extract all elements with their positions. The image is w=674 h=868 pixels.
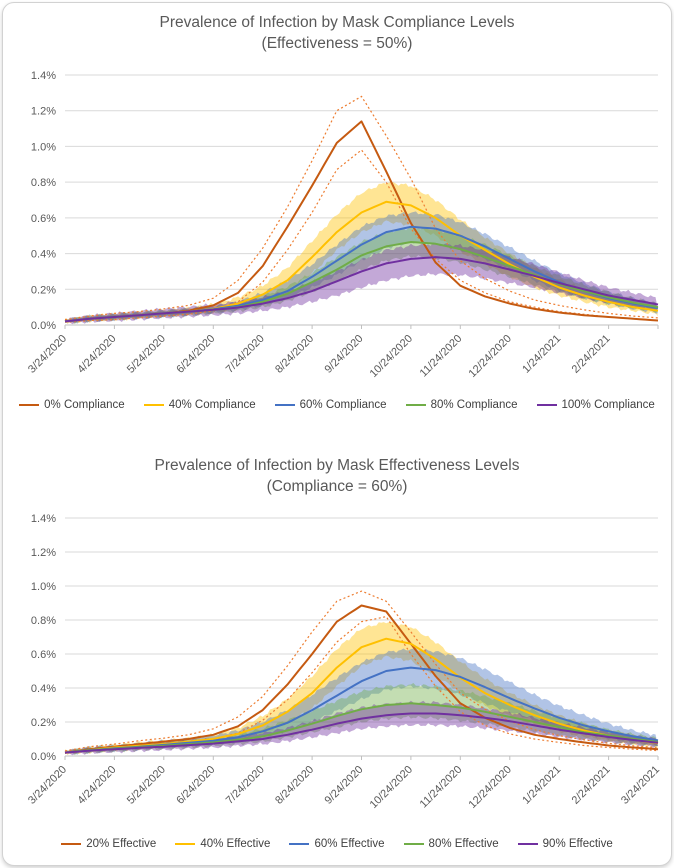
svg-text:4/24/2020: 4/24/2020 [75, 332, 119, 376]
svg-text:0.8%: 0.8% [30, 615, 56, 627]
svg-text:11/24/2020: 11/24/2020 [417, 332, 465, 380]
legend-label: 20% Effective [86, 838, 157, 850]
legend-item [404, 838, 499, 850]
compliance-chart-title-line2: (Effectiveness = 50%) [261, 35, 413, 52]
effectiveness-chart-plot-area [3, 504, 672, 834]
svg-text:10/24/2020: 10/24/2020 [367, 332, 416, 381]
compliance-chart-legend [3, 399, 671, 411]
svg-text:12/24/2020: 12/24/2020 [466, 763, 514, 812]
svg-text:12/24/2020: 12/24/2020 [466, 332, 514, 381]
svg-text:9/24/2020: 9/24/2020 [322, 763, 366, 807]
svg-text:0.8%: 0.8% [30, 177, 56, 190]
legend-line-swatch [175, 843, 195, 845]
legend-line-swatch [406, 404, 426, 406]
svg-text:0.4%: 0.4% [30, 683, 56, 695]
effectiveness-chart-title-line2: (Compliance = 60%) [266, 478, 408, 495]
svg-text:1.0%: 1.0% [30, 581, 56, 593]
svg-text:10/24/2020: 10/24/2020 [367, 763, 416, 812]
svg-text:5/24/2020: 5/24/2020 [124, 763, 168, 807]
svg-text:6/24/2020: 6/24/2020 [174, 763, 218, 807]
svg-text:7/24/2020: 7/24/2020 [223, 763, 267, 807]
svg-text:0.2%: 0.2% [30, 717, 56, 729]
svg-text:1.0%: 1.0% [30, 141, 56, 154]
svg-text:8/24/2020: 8/24/2020 [273, 332, 317, 376]
x-axis [26, 756, 662, 811]
x-axis [26, 325, 658, 380]
legend-label: 60% Effective [314, 838, 385, 850]
svg-text:3/24/2021: 3/24/2021 [619, 763, 663, 807]
effectiveness-chart-legend [3, 838, 671, 850]
legend-line-swatch [19, 404, 39, 406]
svg-text:0.0%: 0.0% [30, 751, 56, 763]
svg-text:0.4%: 0.4% [30, 248, 56, 261]
svg-text:2/24/2021: 2/24/2021 [569, 763, 613, 807]
svg-text:0.6%: 0.6% [30, 649, 56, 661]
svg-text:1.2%: 1.2% [30, 105, 56, 118]
svg-text:0.0%: 0.0% [30, 320, 56, 332]
legend-item [275, 399, 387, 411]
legend-line-swatch [144, 404, 164, 406]
legend-label: 40% Compliance [168, 399, 256, 411]
svg-text:4/24/2020: 4/24/2020 [75, 763, 119, 807]
svg-text:8/24/2020: 8/24/2020 [273, 763, 317, 807]
svg-text:0.6%: 0.6% [30, 212, 56, 225]
legend-item [19, 399, 125, 411]
legend-line-swatch [537, 404, 557, 406]
chart-card [2, 2, 672, 866]
svg-text:2/24/2021: 2/24/2021 [569, 332, 613, 376]
legend-line-swatch [404, 843, 424, 845]
svg-text:7/24/2020: 7/24/2020 [223, 332, 267, 376]
legend-item [175, 838, 270, 850]
effectiveness-chart-title-line1: Prevalence of Infection by Mask Effectiveness Levels [154, 457, 520, 474]
svg-text:1/24/2021: 1/24/2021 [520, 332, 564, 376]
legend-line-swatch [275, 404, 295, 406]
legend-item [518, 838, 613, 850]
svg-text:3/24/2020: 3/24/2020 [26, 332, 70, 376]
legend-label: 90% Effective [542, 838, 613, 850]
svg-text:9/24/2020: 9/24/2020 [322, 332, 366, 376]
legend-item [144, 399, 256, 411]
legend-item [289, 838, 384, 850]
legend-label: 80% Effective [428, 838, 499, 850]
legend-line-swatch [518, 843, 538, 845]
svg-text:5/24/2020: 5/24/2020 [124, 332, 168, 376]
legend-item [537, 399, 655, 411]
svg-text:6/24/2020: 6/24/2020 [174, 332, 218, 376]
effectiveness-chart-title [3, 455, 671, 497]
legend-line-swatch [61, 843, 81, 845]
svg-text:1.4%: 1.4% [30, 70, 56, 82]
legend-line-swatch [289, 843, 309, 845]
chart-canvas [3, 504, 672, 834]
legend-label: 100% Compliance [561, 399, 655, 411]
svg-text:3/24/2020: 3/24/2020 [26, 763, 70, 807]
svg-text:1/24/2021: 1/24/2021 [520, 763, 564, 807]
chart-canvas [3, 61, 672, 399]
compliance-chart-title-line1: Prevalence of Infection by Mask Compliance Levels [159, 14, 515, 31]
svg-text:1.2%: 1.2% [30, 547, 56, 559]
legend-label: 40% Effective [200, 838, 271, 850]
svg-text:1.4%: 1.4% [30, 513, 56, 525]
legend-label: 0% Compliance [44, 399, 125, 411]
legend-item [406, 399, 518, 411]
compliance-chart-title [3, 12, 671, 54]
legend-label: 80% Compliance [430, 399, 518, 411]
svg-text:0.2%: 0.2% [30, 284, 56, 297]
compliance-chart-plot-area [3, 61, 672, 399]
svg-text:11/24/2020: 11/24/2020 [417, 763, 465, 811]
legend-label: 60% Compliance [299, 399, 387, 411]
legend-item [61, 838, 156, 850]
